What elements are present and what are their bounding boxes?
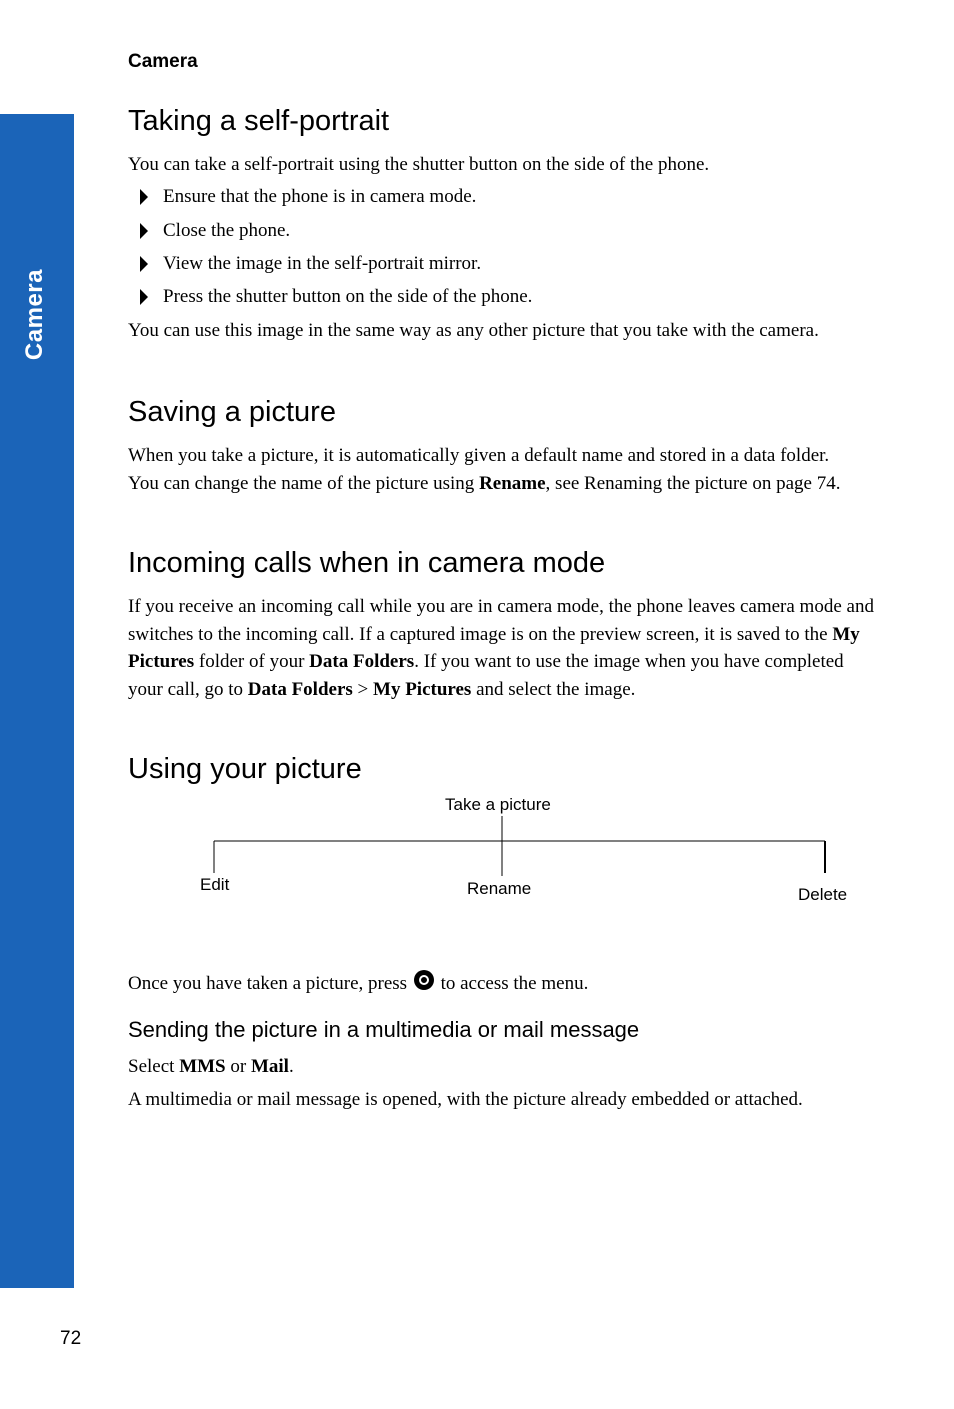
self-portrait-outro: You can use this image in the same way as any other picture that you take with the camera.	[128, 320, 819, 341]
heading-saving-picture: Saving a picture	[128, 396, 336, 428]
step-text: View the image in the self-portrait mirror.	[163, 253, 482, 274]
sending-result-text: A multimedia or mail message is opened, with the picture already embedded or attached.	[128, 1089, 803, 1110]
select-instruction: Select MMS or Mail.	[128, 1056, 294, 1077]
press-instruction: Once you have taken a picture, press to access the menu.	[128, 970, 888, 998]
step-item	[128, 285, 532, 309]
step-item	[128, 252, 481, 276]
diagram-delete-label: Delete	[798, 885, 848, 904]
diagram-edit-label: Edit	[200, 875, 230, 894]
bullet-arrow-icon	[140, 256, 148, 272]
chapter-side-tab	[0, 114, 74, 1288]
step-item	[128, 185, 476, 209]
chapter-tab-label: Camera	[21, 269, 48, 361]
step-text: Close the phone.	[163, 220, 291, 241]
step-text: Ensure that the phone is in camera mode.	[163, 186, 477, 207]
page-number: 72	[60, 1328, 82, 1349]
bullet-arrow-icon	[140, 189, 148, 205]
select-key-icon	[414, 970, 434, 990]
bullet-arrow-icon	[140, 223, 148, 239]
saving-paragraph: When you take a picture, it is automatically given a default name and stored in a data folder. You can change the name of the picture using Rename, see Renaming the picture on page 74.	[128, 445, 841, 494]
heading-using-picture: Using your picture	[128, 753, 362, 785]
heading-self-portrait: Taking a self-portrait	[128, 105, 390, 137]
heading-incoming-calls: Incoming calls when in camera mode	[128, 547, 606, 579]
subheading-sending-picture: Sending the picture in a multimedia or mail message	[128, 1017, 640, 1042]
diagram-rename-label: Rename	[467, 879, 532, 898]
diagram-root-label: Take a picture	[445, 795, 551, 814]
incoming-paragraph: If you receive an incoming call while you are in camera mode, the phone leaves camera mode and switches to the incoming call. If a captured image is on the preview screen, it is saved to the My Pictures folder of your Data Folders. If you want to use the image when you have completed your call, go to Data Folders > My Pictures and select the image.	[128, 596, 874, 700]
bullet-arrow-icon	[140, 289, 148, 305]
step-text: Press the shutter button on the side of the phone.	[163, 286, 533, 307]
self-portrait-intro: You can take a self-portrait using the shutter button on the side of the phone.	[128, 154, 710, 175]
step-item	[128, 219, 290, 243]
running-head: Camera	[128, 51, 198, 72]
